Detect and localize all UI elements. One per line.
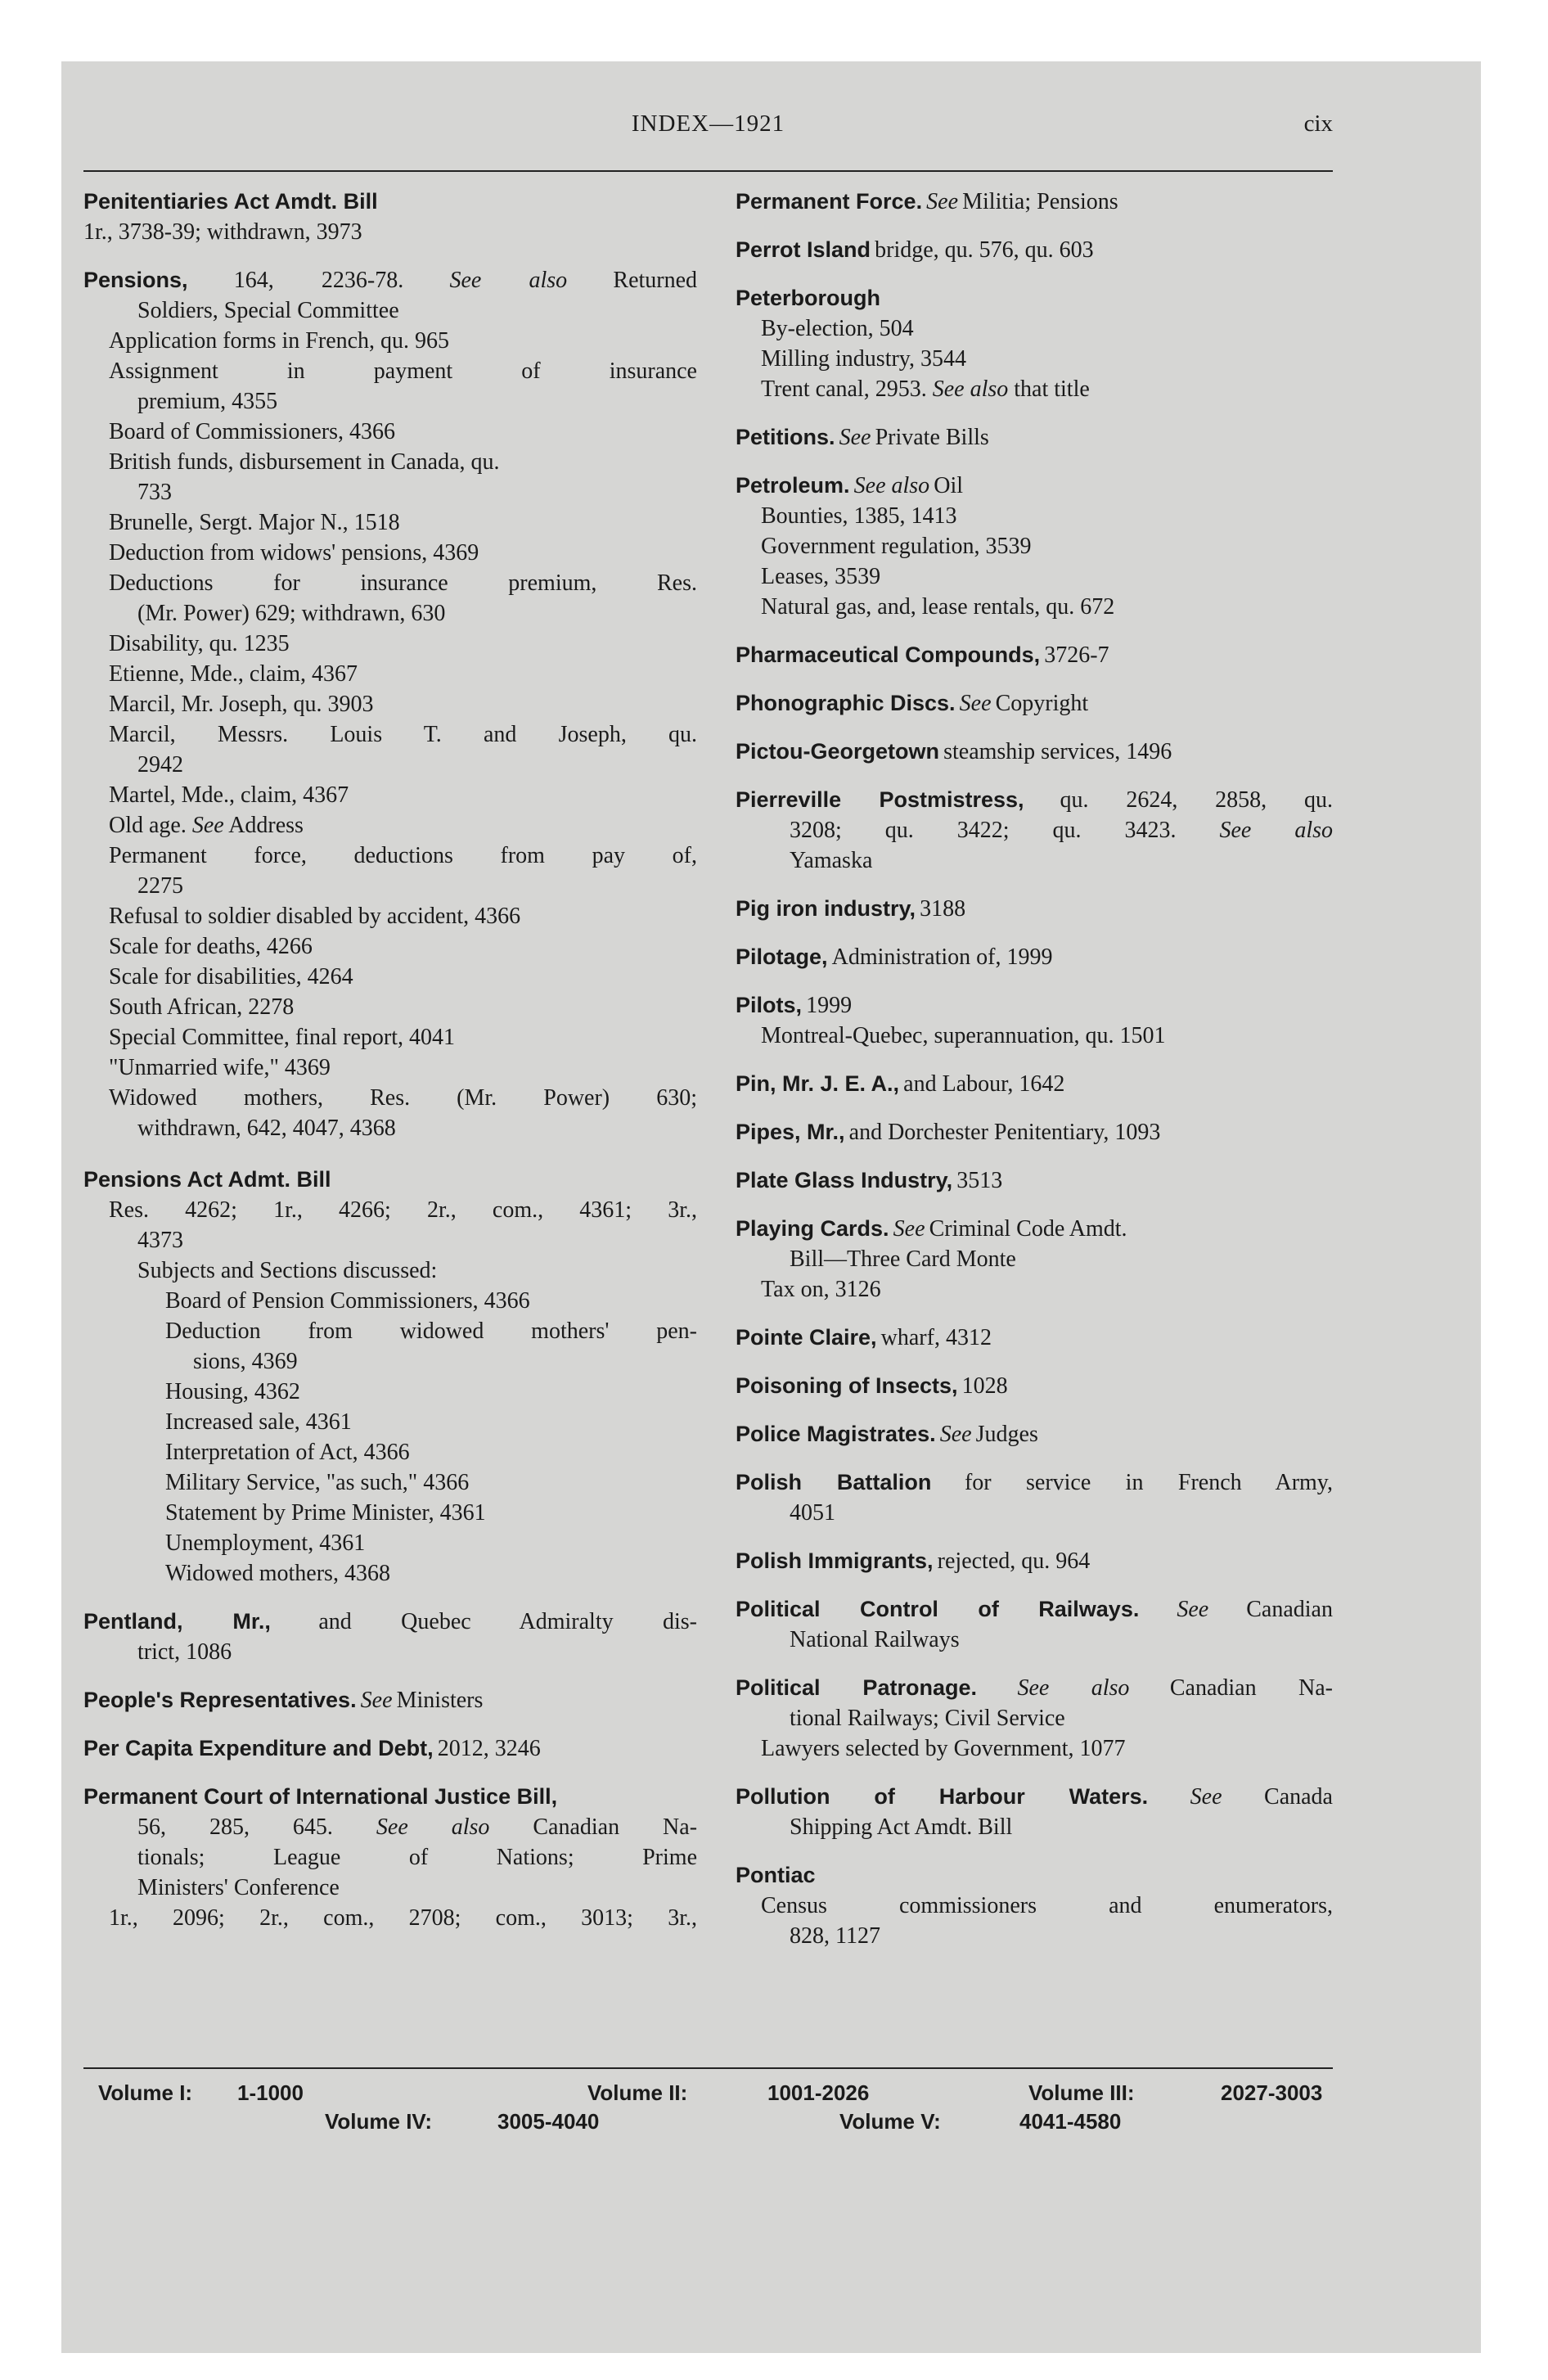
heading: Pig iron industry, [736, 896, 916, 921]
subentry: Board of Pension Commissioners, 4366 [165, 1288, 530, 1314]
subentry: Widowed mothers, Res. (Mr. Power) 630; [109, 1085, 697, 1111]
entry-pontiac [736, 1860, 1333, 1951]
ref: bridge, qu. 576, qu. 603 [875, 237, 1094, 263]
entry-permanent-force [736, 187, 1333, 217]
continuation: 4373 [137, 1228, 183, 1253]
subentry: Government regulation, 3539 [761, 534, 1032, 559]
continuation: 2275 [137, 873, 183, 899]
subheading: Subjects and Sections discussed: [137, 1258, 438, 1283]
ref: for service in French Army, [964, 1470, 1333, 1495]
heading: Pointe Claire, [736, 1325, 877, 1350]
entry-pierreville [736, 785, 1333, 876]
subentry: Scale for disabilities, 4264 [109, 964, 353, 989]
ref: Canadian Na- [533, 1814, 698, 1840]
continuation: sions, 4369 [193, 1349, 298, 1374]
subentry: Lawyers selected by Government, 1077 [761, 1736, 1126, 1761]
heading: Petroleum. [736, 473, 850, 498]
entry-pensions [83, 265, 697, 1143]
ref: wharf, 4312 [880, 1325, 992, 1350]
see-also: See [191, 813, 224, 838]
continuation: Soldiers, Special Committee [137, 298, 399, 323]
subentry: Unemployment, 4361 [165, 1530, 366, 1556]
heading: Pollution of Harbour Waters. [736, 1784, 1149, 1809]
subentry: Trent canal, 2953. [761, 376, 927, 402]
heading: Pharmaceutical Compounds, [736, 642, 1041, 667]
entry-pig-iron [736, 894, 1333, 924]
ref: Canadian Na- [1169, 1675, 1333, 1701]
heading: Pierreville Postmistress, [736, 787, 1024, 812]
subentry: Assignment in payment of insurance [109, 358, 697, 384]
ref: and Quebec Admiralty dis- [318, 1609, 697, 1634]
entry-peterborough [736, 283, 1333, 404]
subentry: Board of Commissioners, 4366 [109, 419, 395, 444]
heading: Perrot Island [736, 237, 871, 262]
heading: Police Magistrates. [736, 1422, 936, 1446]
entry-per-capita [83, 1733, 697, 1764]
heading: People's Representatives. [83, 1688, 357, 1712]
entry-polish-immigrants [736, 1546, 1333, 1576]
heading: Political Control of Railways. [736, 1597, 1140, 1621]
footer-rule [83, 2067, 1333, 2069]
heading: Pentland, Mr., [83, 1609, 271, 1634]
ref: Judges [975, 1422, 1038, 1447]
continuation: 828, 1127 [790, 1923, 880, 1949]
volume-1-range: 1-1000 [237, 2080, 304, 2105]
ref: steamship services, 1496 [943, 739, 1172, 764]
ref: 3513 [956, 1168, 1003, 1193]
continuation: Bill—Three Card Monte [790, 1246, 1016, 1272]
heading: Plate Glass Industry, [736, 1168, 953, 1192]
continuation: National Railways [790, 1627, 960, 1652]
volume-3-range: 2027-3003 [1221, 2080, 1323, 2105]
heading: Pensions Act Admt. Bill [83, 1167, 331, 1192]
entry-perrot-island [736, 235, 1333, 265]
ref: 3726-7 [1044, 642, 1109, 668]
page-number: cix [1303, 110, 1333, 137]
continuation: 733 [137, 480, 172, 505]
heading: Pensions, [83, 268, 188, 292]
continuation: Ministers' Conference [137, 1875, 340, 1900]
entry-pharmaceutical [736, 640, 1333, 670]
see-also: See [839, 425, 871, 450]
subentry: Etienne, Mde., claim, 4367 [109, 661, 358, 687]
ref: rejected, qu. 964 [937, 1548, 1091, 1574]
subentry: Deduction from widows' pensions, 4369 [109, 540, 479, 566]
heading: Pontiac [736, 1863, 816, 1887]
heading: Poisoning of Insects, [736, 1373, 958, 1398]
continuation: tional Railways; Civil Service [790, 1706, 1065, 1731]
entry-pentland [83, 1607, 697, 1667]
ref: Ministers [396, 1688, 484, 1713]
entry-political-control [736, 1594, 1333, 1655]
ref: 1028 [961, 1373, 1008, 1399]
ref: Copyright [995, 691, 1089, 716]
ref: Private Bills [875, 425, 989, 450]
entry-petitions [736, 422, 1333, 453]
heading: Peterborough [736, 286, 881, 310]
see-also: See [1177, 1597, 1209, 1622]
entry-plate-glass [736, 1165, 1333, 1196]
ref: and Labour, 1642 [903, 1071, 1065, 1097]
entry-peoples-representatives [83, 1685, 697, 1715]
ref: 164, 2236-78. [233, 268, 404, 293]
subentry: Res. 4262; 1r., 4266; 2r., com., 4361; 3r., [109, 1197, 697, 1223]
subentry: Marcil, Mr. Joseph, qu. 3903 [109, 692, 374, 717]
continuation: (Mr. Power) 629; withdrawn, 630 [137, 601, 446, 626]
subentry: Leases, 3539 [761, 564, 881, 589]
heading: Pipes, Mr., [736, 1120, 845, 1144]
volume-2-range: 1001-2026 [767, 2080, 870, 2105]
heading: Permanent Force. [736, 189, 923, 214]
entry-police-magistrates [736, 1419, 1333, 1449]
entry-pollution [736, 1782, 1333, 1842]
subentry: Disability, qu. 1235 [109, 631, 290, 656]
subentry: Military Service, "as such," 4366 [165, 1470, 470, 1495]
entry-penitentiaries [83, 187, 697, 247]
subentry: South African, 2278 [109, 994, 295, 1020]
subentry: Marcil, Messrs. Louis T. and Joseph, qu. [109, 722, 697, 747]
volume-1-label: Volume I: [98, 2080, 193, 2105]
see-also: See [360, 1688, 393, 1713]
subentry: Brunelle, Sergt. Major N., 1518 [109, 510, 400, 535]
subentry: Census commissioners and enumerators, [761, 1893, 1333, 1918]
volume-4-range: 3005-4040 [497, 2109, 600, 2134]
continuation: 2942 [137, 752, 183, 778]
ref: 2012, 3246 [437, 1736, 541, 1761]
heading: Petitions. [736, 425, 835, 449]
running-title: INDEX—1921 [631, 110, 785, 137]
heading: Polish Immigrants, [736, 1548, 934, 1573]
ref: Militia; Pensions [962, 189, 1118, 214]
continuation: trict, 1086 [137, 1639, 232, 1665]
ref: qu. 2624, 2858, qu. [1060, 787, 1333, 813]
subentry: Milling industry, 3544 [761, 346, 966, 372]
ref: Canadian [1246, 1597, 1333, 1622]
volume-4-label: Volume IV: [325, 2109, 432, 2134]
entry-pensions-act [83, 1165, 697, 1589]
subentry: Refusal to soldier disabled by accident, 4366 [109, 904, 521, 929]
heading: Per Capita Expenditure and Debt, [83, 1736, 434, 1760]
ref: Returned [613, 268, 698, 293]
heading: Pin, Mr. J. E. A., [736, 1071, 900, 1096]
subentry: Scale for deaths, 4266 [109, 934, 313, 959]
heading: Polish Battalion [736, 1470, 932, 1494]
subentry: Tax on, 3126 [761, 1277, 881, 1302]
subentry: Statement by Prime Minister, 4361 [165, 1500, 486, 1526]
subentry: Deduction from widowed mothers' pen- [165, 1318, 697, 1344]
subentry: By-election, 504 [761, 316, 914, 341]
subentry: 1r., 3738-39; withdrawn, 3973 [83, 219, 362, 245]
subentry: Widowed mothers, 4368 [165, 1561, 390, 1586]
entry-pilotage [736, 942, 1333, 972]
see-also: See [926, 189, 959, 214]
see-also: See also [932, 376, 1009, 402]
ref: Administration of, 1999 [831, 944, 1053, 970]
subentry: British funds, disbursement in Canada, qu. [109, 449, 500, 475]
see-also: See [959, 691, 992, 716]
subentry: Natural gas, and, lease rentals, qu. 672 [761, 594, 1115, 620]
ref: that title [1014, 376, 1090, 402]
heading: Phonographic Discs. [736, 691, 956, 715]
volume-5-label: Volume V: [839, 2109, 941, 2134]
continuation: withdrawn, 642, 4047, 4368 [137, 1116, 396, 1141]
entry-pipes [736, 1117, 1333, 1147]
ref: Oil [934, 473, 964, 498]
heading: Permanent Court of International Justice Bill, [83, 1784, 558, 1809]
subentry: Increased sale, 4361 [165, 1409, 352, 1435]
subentry: Special Committee, final report, 4041 [109, 1025, 456, 1050]
subentry: Deductions for insurance premium, Res. [109, 570, 697, 596]
ref: Address [228, 813, 304, 838]
entry-petroleum [736, 471, 1333, 622]
entry-phonographic [736, 688, 1333, 719]
subentry: Interpretation of Act, 4366 [165, 1440, 410, 1465]
ref: 56, 285, 645. [137, 1814, 333, 1840]
heading: Pictou-Georgetown [736, 739, 939, 764]
see-also: See [893, 1216, 925, 1242]
entry-political-patronage [736, 1673, 1333, 1764]
see-also: See also [376, 1814, 490, 1840]
heading: Pilotage, [736, 944, 828, 969]
volume-3-label: Volume III: [1028, 2080, 1135, 2105]
subentry: Permanent force, deductions from pay of, [109, 843, 697, 868]
ref: 1999 [806, 993, 853, 1018]
entry-pin [736, 1069, 1333, 1099]
see-also: See also [449, 268, 568, 293]
subentry: 1r., 2096; 2r., com., 2708; com., 3013; 3r., [109, 1905, 697, 1931]
left-column [83, 187, 697, 1951]
see-also: See also [1219, 818, 1333, 843]
see-also: See [939, 1422, 972, 1447]
continuation: 4051 [790, 1500, 835, 1526]
subentry: Montreal-Quebec, superannuation, qu. 1501 [761, 1023, 1166, 1048]
page-header [83, 110, 1333, 143]
entry-polish-battalion [736, 1467, 1333, 1528]
header-rule [83, 170, 1333, 172]
entry-playing-cards [736, 1214, 1333, 1305]
subentry: Old age. [109, 813, 187, 838]
entry-pilots [736, 990, 1333, 1051]
entry-pictou [736, 737, 1333, 767]
subentry: Application forms in French, qu. 965 [109, 328, 450, 354]
see-also: See also [853, 473, 930, 498]
ref: 3188 [920, 896, 966, 922]
continuation: tionals; League of Nations; Prime [137, 1845, 697, 1870]
ref: 3208; qu. 3422; qu. 3423. [790, 818, 1177, 843]
see-also: See [1190, 1784, 1222, 1810]
heading: Political Patronage. [736, 1675, 977, 1700]
continuation: Shipping Act Amdt. Bill [790, 1814, 1013, 1840]
subentry: "Unmarried wife," 4369 [109, 1055, 331, 1080]
entry-poisoning [736, 1371, 1333, 1401]
continuation: premium, 4355 [137, 389, 278, 414]
volume-2-label: Volume II: [587, 2080, 688, 2105]
ref: Canada [1264, 1784, 1333, 1810]
entry-pointe-claire [736, 1323, 1333, 1353]
volume-5-range: 4041-4580 [1019, 2109, 1122, 2134]
subentry: Housing, 4362 [165, 1379, 300, 1404]
see-also: See also [1017, 1675, 1130, 1701]
volume-footer [83, 2080, 1333, 2146]
continuation: Yamaska [790, 848, 873, 873]
ref: Criminal Code Amdt. [929, 1216, 1127, 1242]
subentry: Martel, Mde., claim, 4367 [109, 782, 349, 808]
subentry: Bounties, 1385, 1413 [761, 503, 957, 529]
entry-permanent-court [83, 1782, 697, 1933]
ref: and Dorchester Penitentiary, 1093 [848, 1120, 1161, 1145]
heading: Pilots, [736, 993, 803, 1017]
heading: Playing Cards. [736, 1216, 889, 1241]
right-column [736, 187, 1333, 1969]
heading: Penitentiaries Act Amdt. Bill [83, 189, 378, 214]
